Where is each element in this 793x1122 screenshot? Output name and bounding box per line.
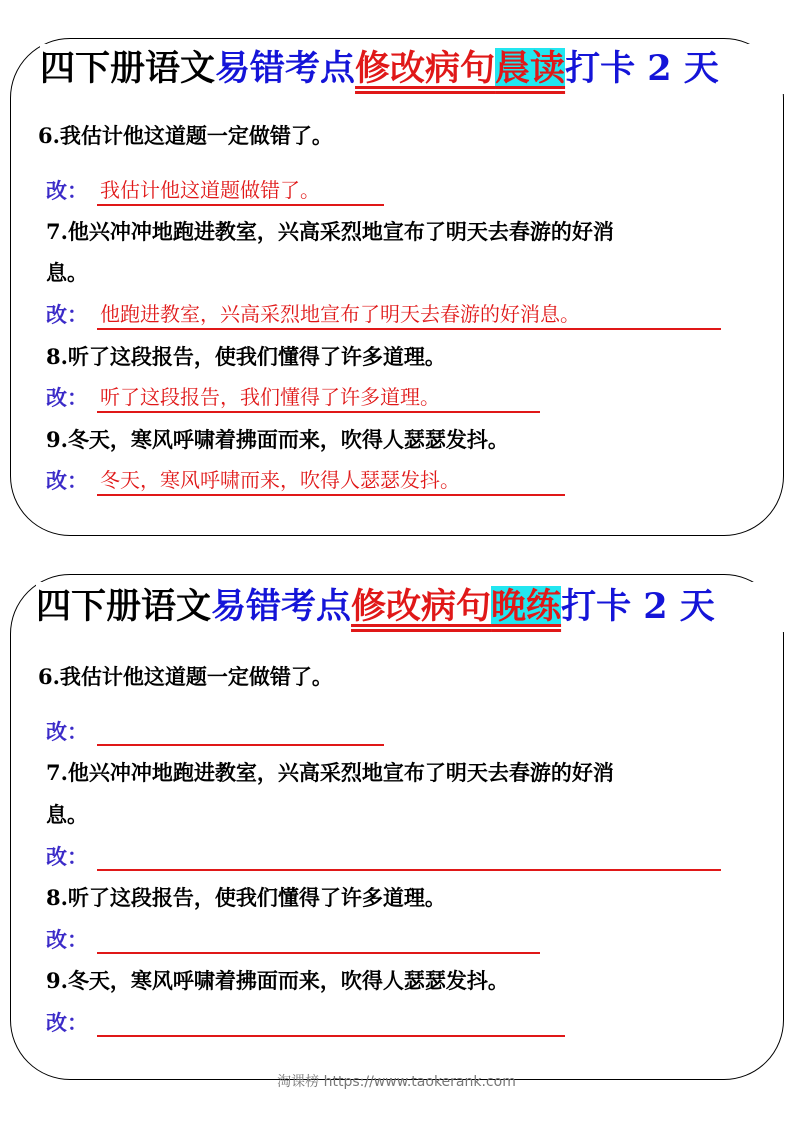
question-6: 6.我估计他这道题一定做错了。 [38,123,333,148]
question-8: 8.听了这段报告，使我们懂得了许多道理。 [46,344,446,369]
title-topic: 易错考点 [211,586,352,627]
fix-label: 改： [46,178,88,203]
footer-watermark: 淘课榜 https://www.taokerank.com [277,1074,516,1090]
fix-label: 改： [46,1010,88,1035]
question-8: 8.听了这段报告，使我们懂得了许多道理。 [46,885,446,910]
evening-title [36,582,793,632]
morning-card [10,38,784,536]
fix-label: 改： [46,302,88,327]
question-6: 6.我估计他这道题一定做错了。 [38,664,333,689]
morning-title [40,44,793,94]
answer-line [97,328,721,330]
title-topic: 易错考点 [215,48,356,89]
answer-line [97,494,565,496]
title-grade: 四下册语文 [36,586,212,627]
answer-blank[interactable] [97,1035,565,1037]
answer-6: 我估计他这道题做错了。 [100,178,320,202]
title-checkin: 打卡 2 天 [561,586,715,627]
answer-8: 听了这段报告，我们懂得了许多道理。 [100,385,440,409]
answer-7: 他跑进教室，兴高采烈地宣布了明天去春游的好消息。 [100,302,580,326]
fix-label: 改： [46,927,88,952]
question-9: 9.冬天，寒风呼啸着拂面而来，吹得人瑟瑟发抖。 [46,427,509,452]
fix-label: 改： [46,468,88,493]
answer-line [97,411,540,413]
fix-label: 改： [46,719,88,744]
question-7-line1: 7.他兴冲冲地跑进教室，兴高采烈地宣布了明天去春游的好消 [46,219,614,244]
fix-label: 改： [46,385,88,410]
title-session: 晚练 [491,586,562,627]
question-9: 9.冬天，寒风呼啸着拂面而来，吹得人瑟瑟发抖。 [46,968,509,993]
answer-blank[interactable] [97,952,540,954]
fix-label: 改： [46,844,88,869]
title-checkin: 打卡 2 天 [565,48,719,89]
question-7-line1: 7.他兴冲冲地跑进教室，兴高采烈地宣布了明天去春游的好消 [46,760,614,785]
title-session: 晨读 [495,48,566,89]
answer-line [97,204,384,206]
evening-card [10,574,784,1080]
question-7-line2: 息。 [46,802,88,827]
answer-blank[interactable] [97,744,384,746]
title-type: 修改病句 [355,48,496,89]
question-7-line2: 息。 [46,260,88,285]
answer-9: 冬天，寒风呼啸而来，吹得人瑟瑟发抖。 [100,468,460,492]
title-type: 修改病句 [351,586,492,627]
answer-blank[interactable] [97,869,721,871]
title-grade: 四下册语文 [40,48,216,89]
